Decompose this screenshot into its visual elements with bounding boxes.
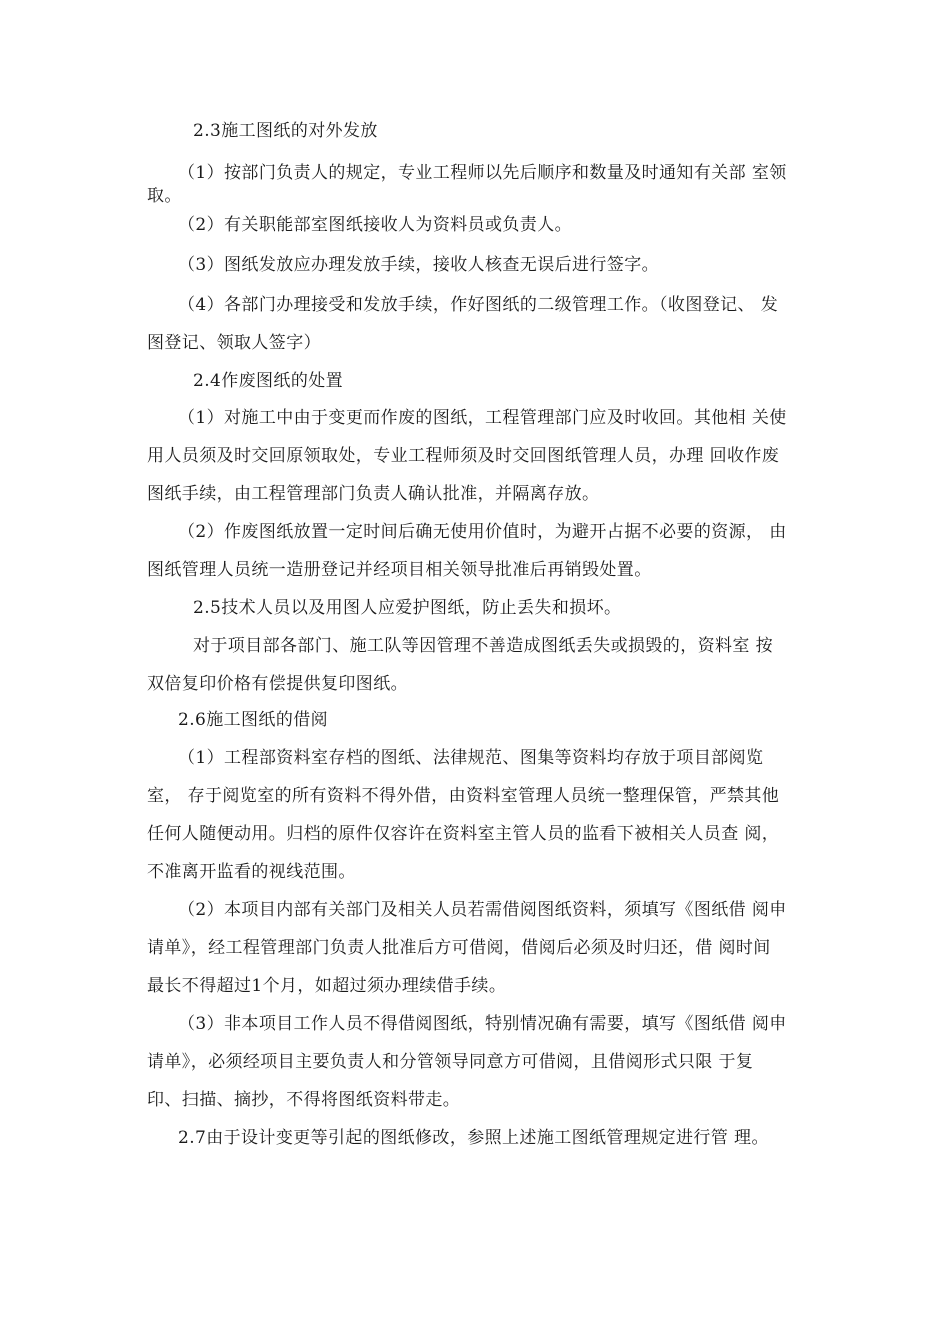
heading-2-6: 2.6施工图纸的借阅 <box>178 710 329 730</box>
paragraph-line: 最长不得超过1个月，如超过须办理续借手续。 <box>147 976 507 996</box>
paragraph-line: 室， 存于阅览室的所有资料不得外借，由资料室管理人员统一整理保管，严禁其他 <box>147 786 780 806</box>
paragraph-line: 请单》，必须经项目主要负责人和分管领导同意方可借阅，且借阅形式只限 于复 <box>147 1052 754 1072</box>
paragraph-line: （1）对施工中由于变更而作废的图纸，工程管理部门应及时收回。其他相 关使 <box>178 408 787 428</box>
paragraph-line: （2）本项目内部有关部门及相关人员若需借阅图纸资料，须填写《图纸借 阅申 <box>178 900 787 920</box>
heading-2-4: 2.4作废图纸的处置 <box>193 371 344 391</box>
paragraph-line: 请单》，经工程管理部门负责人批准后方可借阅，借阅后必须及时归还，借 阅时间 <box>147 938 771 958</box>
paragraph-line: （3）非本项目工作人员不得借阅图纸，特别情况确有需要，填写《图纸借 阅申 <box>178 1014 787 1034</box>
paragraph-line: 图纸手续，由工程管理部门负责人确认批准，并隔离存放。 <box>147 484 600 504</box>
paragraph-line: （4）各部门办理接受和发放手续，作好图纸的二级管理工作。（收图登记、 发 <box>178 295 779 315</box>
paragraph-line: 图登记、领取人签字） <box>147 333 321 353</box>
heading-2-5: 2.5技术人员以及用图人应爱护图纸，防止丢失和损坏。 <box>193 598 622 618</box>
paragraph-line: 印、扫描、摘抄，不得将图纸资料带走。 <box>147 1090 461 1110</box>
paragraph-line: （2）作废图纸放置一定时间后确无使用价值时，为避开占据不必要的资源， 由 <box>178 522 787 542</box>
paragraph-line: （1）工程部资料室存档的图纸、法律规范、图集等资料均存放于项目部阅览 <box>178 748 764 768</box>
paragraph-line: 不准离开监看的视线范围。 <box>147 862 356 882</box>
heading-2-3: 2.3施工图纸的对外发放 <box>193 121 378 141</box>
paragraph-line: 取。 <box>147 186 182 206</box>
paragraph-line: 任何人随便动用。归档的原件仅容许在资料室主管人员的监看下被相关人员查 阅， <box>147 824 780 844</box>
paragraph-line: 图纸管理人员统一造册登记并经项目相关领导批准后再销毁处置。 <box>147 560 652 580</box>
paragraph-line: 双倍复印价格有偿提供复印图纸。 <box>147 674 408 694</box>
paragraph-line: 对于项目部各部门、施工队等因管理不善造成图纸丢失或损毁的，资料室 按 <box>193 636 774 656</box>
heading-2-7: 2.7由于设计变更等引起的图纸修改，参照上述施工图纸管理规定进行管 理。 <box>178 1128 769 1148</box>
paragraph-line: （1）按部门负责人的规定，专业工程师以先后顺序和数量及时通知有关部 室领 <box>178 163 787 183</box>
paragraph-line: （3）图纸发放应办理发放手续，接收人核查无误后进行签字。 <box>178 255 660 275</box>
paragraph-line: （2）有关职能部室图纸接收人为资料员或负责人。 <box>178 215 573 235</box>
paragraph-line: 用人员须及时交回原领取处，专业工程师须及时交回图纸管理人员，办理 回收作废 <box>147 446 780 466</box>
